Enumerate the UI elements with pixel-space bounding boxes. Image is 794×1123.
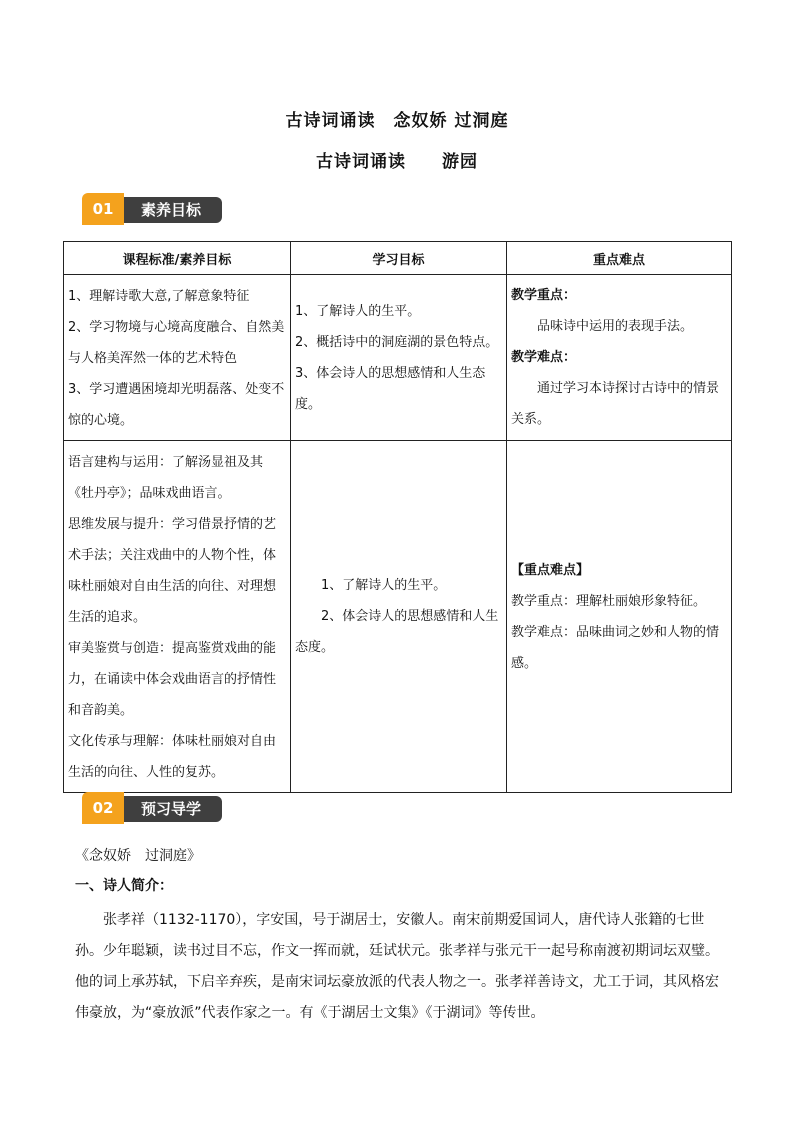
learning-goal: 1、了解诗人的生平。 [321, 578, 447, 593]
goal-item: 审美鉴赏与创造：提高鉴赏戏曲的能力，在诵读中体会戏曲语言的抒情性和音韵美。 [68, 641, 277, 718]
section-label: 素养目标 [120, 197, 222, 223]
table-cell [64, 275, 291, 441]
poem-title: 《念奴娇 过洞庭》 [75, 848, 201, 864]
goal-item: 语言建构与运用：了解汤显祖及其《牡丹亭》；品味戏曲语言。 [68, 455, 264, 501]
table-cell [507, 275, 732, 441]
table-header: 课程标准/素养目标 [64, 242, 291, 275]
key-point-label: 教学重点： [511, 288, 577, 303]
table-cell [507, 441, 732, 793]
table-header: 重点难点 [507, 242, 732, 275]
section-number: 01 [82, 193, 124, 225]
difficulty-text: 教学难点：品味曲词之妙和人物的情感。 [511, 624, 720, 671]
goal-item: 2、学习物境与心境高度融合、自然美与人格美浑然一体的艺术特色 [68, 320, 285, 366]
document-subtitle: 古诗词诵读 游园 [316, 152, 478, 172]
table-cell [291, 275, 507, 441]
table-header: 学习目标 [291, 242, 507, 275]
goal-item: 1、理解诗歌大意,了解意象特征 [68, 289, 250, 304]
table-cell [291, 441, 507, 793]
section-label: 预习导学 [120, 796, 222, 822]
key-point-text: 教学重点：理解杜丽娘形象特征。 [511, 593, 707, 609]
section-number: 02 [82, 792, 124, 824]
learning-goal: 1、了解诗人的生平。 [295, 303, 421, 319]
learning-goal: 3、体会诗人的思想感情和人生态度。 [295, 365, 486, 412]
goals-table [63, 241, 732, 793]
table-cell [64, 441, 291, 793]
difficulty-label: 教学难点： [511, 350, 577, 365]
goal-item: 文化传承与理解：体味杜丽娘对自由生活的向往、人性的复苏。 [68, 734, 277, 780]
table-header-row [64, 242, 732, 275]
goal-item: 思维发展与提升：学习借景抒情的艺术手法；关注戏曲中的人物个性，体味杜丽娘对自由生活的向往、对理想生活的追求。 [68, 517, 277, 625]
table-row [64, 275, 732, 441]
goal-item: 3、学习遭遇困境却光明磊落、处变不惊的心境。 [68, 382, 285, 428]
key-difficulty-heading: 【重点难点】 [511, 562, 590, 578]
poet-intro-paragraph: 张孝祥（1132-1170），字安国，号于湖居士，安徽人。南宋前期爱国词人，唐代诗人张籍的七世孙。少年聪颖，读书过目不忘，作文一挥而就，廷试状元。张孝祥与张元干一起号称南渡初期词坛双璧。他的词上承苏轼，下启辛弃疾，是南宋词坛豪放派的代表人物之一。张孝祥善诗文，尤工于词，其风格宏伟豪放，为“豪放派”代表作家之一。有《于湖居士文集》《于湖词》等传世。 [75, 912, 719, 1021]
learning-goal: 2、概括诗中的洞庭湖的景色特点。 [295, 334, 499, 350]
document-title: 古诗词诵读 念奴娇 过洞庭 [285, 111, 509, 131]
learning-goal: 2、体会诗人的思想感情和人生态度。 [295, 609, 499, 655]
table-row [64, 441, 732, 793]
poet-intro-heading: 一、诗人简介： [75, 878, 173, 894]
difficulty-text: 通过学习本诗探讨古诗中的情景关系。 [511, 381, 720, 427]
key-point-text: 品味诗中运用的表现手法。 [537, 319, 694, 334]
